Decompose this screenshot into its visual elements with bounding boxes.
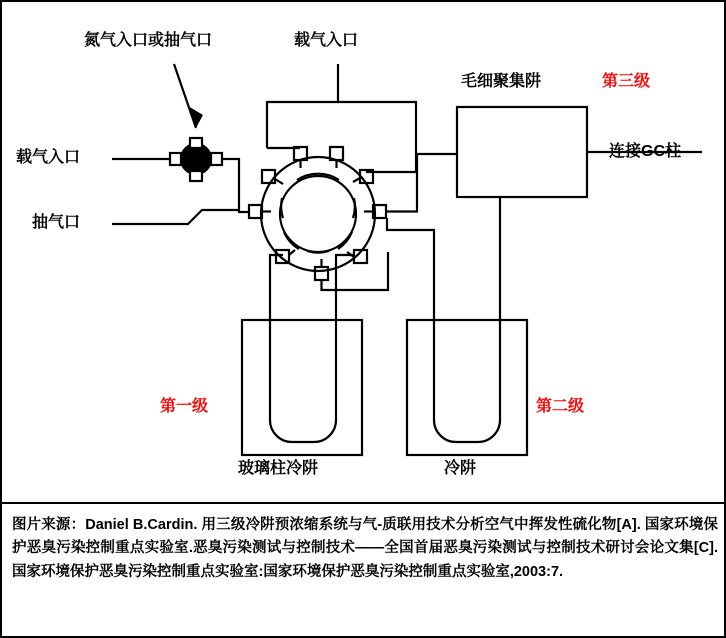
label-stage-two: 第二级: [536, 398, 585, 415]
label-nitrogen-inlet: 氮气入口或抽气口: [84, 32, 213, 49]
label-stage-three: 第三级: [602, 73, 651, 90]
pump-outlet-line: [112, 210, 239, 224]
capillary-trap-box: [457, 107, 587, 197]
valve-cold-trap-diagram: [2, 2, 726, 502]
pump-to-valve-port8: [239, 184, 249, 212]
label-stage-one: 第一级: [160, 398, 209, 415]
stage2-left-connect: [387, 218, 434, 249]
port-stub-9: [275, 179, 283, 184]
label-connect-gc-column: 连接GC柱: [609, 143, 682, 160]
valve-port-9: [262, 170, 275, 183]
carrier-gas-top-line: [267, 64, 338, 148]
caption-box: [2, 502, 726, 638]
carrier-gas-to-port3: [367, 154, 416, 172]
pump-right-out-line: [222, 159, 239, 184]
pump-port-top: [190, 138, 202, 148]
label-cold-trap: 冷阱: [444, 460, 477, 477]
valve-inner-ring: [280, 176, 356, 252]
label-carrier-gas-inlet-top: 载气入口: [294, 32, 359, 49]
caption-text: 图片来源：Daniel B.Cardin. 用三级冷阱预浓缩系统与气-质联用技术分析空气中挥发性硫化物[A]. 国家环境保护恶臭污染控制重点实验室.恶臭污染测试与控制技术——全国首届恶臭污染测试与控制技术研讨会论文集[C].国家环境保护恶臭污染控制重点实验室:国家环境保护恶臭污染控制重点实验室,2003:7.: [12, 517, 718, 580]
stage1-dewar-box: [242, 320, 362, 455]
label-glass-column-cold-trap: 玻璃柱冷阱: [238, 460, 319, 477]
stage2-dewar-box: [407, 320, 527, 455]
carrier-gas-top-branch-right: [338, 102, 416, 154]
nitrogen-inlet-arrow: [188, 106, 203, 128]
label-carrier-gas-inlet-left: 载气入口: [16, 149, 81, 166]
pump-port-left: [170, 153, 181, 165]
pump-port-right: [211, 153, 222, 165]
valve-to-capillary-trap: [386, 154, 457, 212]
valve-port-6: [315, 267, 328, 280]
pump-port-bottom: [190, 171, 202, 181]
label-capillary-trap: 毛细聚集阱: [461, 73, 542, 90]
label-pump-outlet: 抽气口: [32, 214, 81, 231]
